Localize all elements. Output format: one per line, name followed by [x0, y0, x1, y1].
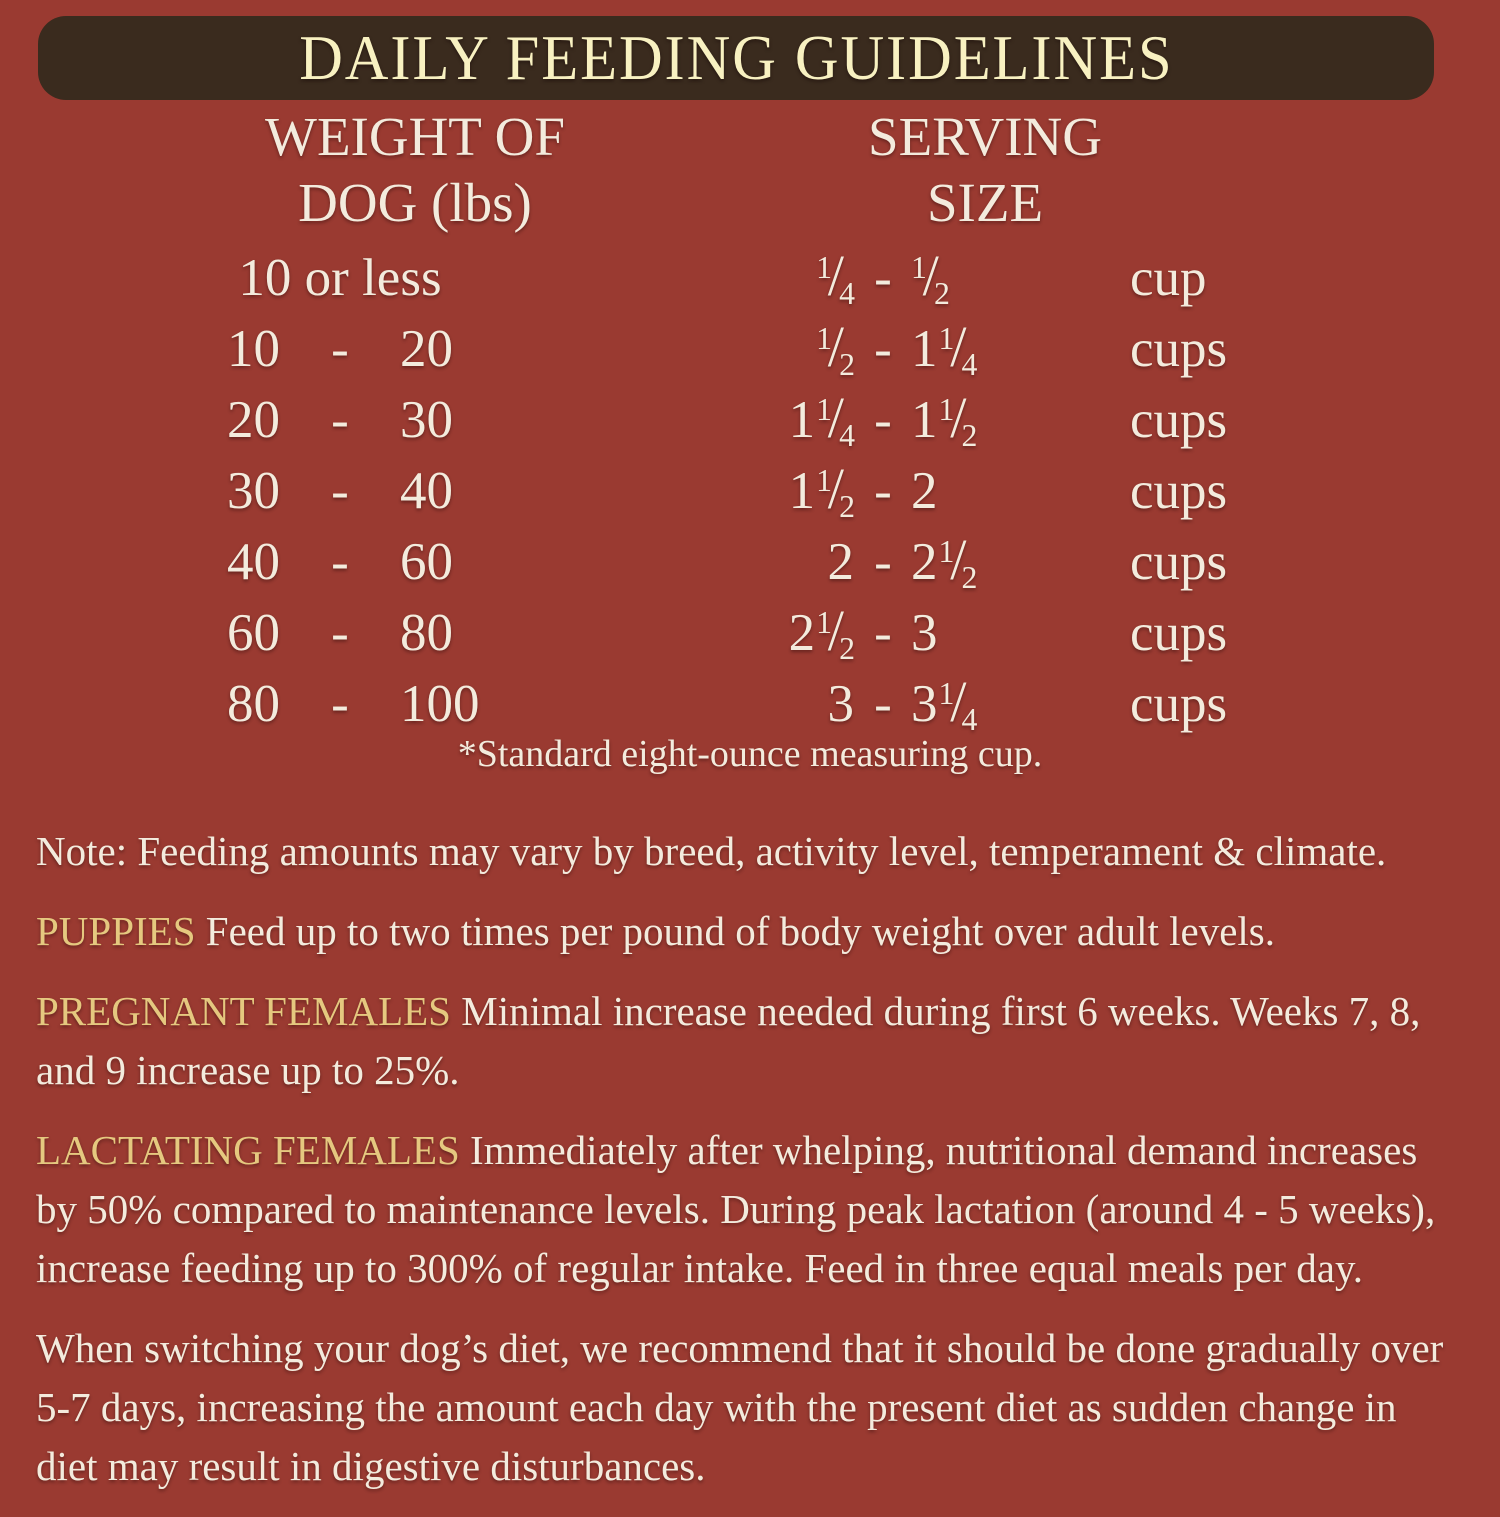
puppies-text: Feed up to two times per pound of body weight over adult levels. [205, 908, 1275, 954]
serving-cell [640, 595, 1500, 669]
table-row [0, 595, 1500, 666]
serving-cell [640, 524, 1500, 598]
serving-cell [640, 311, 1500, 385]
pregnant-females-label: PREGNANT FEMALES [36, 988, 451, 1034]
weight-cell: 10 - 20 [0, 314, 640, 385]
serving-cell [640, 240, 1500, 314]
serving-low: $1^1/_4$ [788, 385, 855, 453]
range-dash: - [874, 249, 892, 307]
range-dash: - [331, 533, 349, 591]
serving-high: 3 [911, 604, 938, 662]
lactating-females-note [36, 1121, 1460, 1298]
table-row [0, 311, 1500, 382]
range-dash: - [874, 533, 892, 591]
lactating-females-text: Immediately after whelping, nutritional demand increases by 50% compared to maintenance levels. During peak lactation (around 4 - 5 weeks), increase feeding up to 300% of regular intake. Feed in three equal meals per day. [36, 1127, 1436, 1291]
serving-high: $2^1/_2$ [911, 527, 978, 595]
serving-low: $2^1/_2$ [788, 598, 855, 666]
weight-column-header: WEIGHT OF DOG (lbs) [265, 106, 565, 233]
notes-section [36, 822, 1460, 1517]
weight-cell: 60 - 80 [0, 598, 640, 669]
range-dash: - [874, 462, 892, 520]
serving-low: $^1/_4$ [816, 243, 855, 311]
table-header-row [0, 104, 1500, 236]
serving-low: $1^1/_2$ [788, 456, 855, 524]
serving-unit: cups [1130, 462, 1228, 520]
table-row [0, 453, 1500, 524]
serving-low: 3 [827, 675, 854, 733]
serving-high: $^1/_2$ [911, 243, 950, 311]
serving-cell [640, 382, 1500, 456]
general-note: Note: Feeding amounts may vary by breed, activity level, temperament & climate. [36, 828, 1387, 874]
range-dash: - [331, 320, 349, 378]
weight-cell: 10 or less [238, 249, 442, 307]
puppies-note [36, 902, 1460, 961]
page-title: DAILY FEEDING GUIDELINES [298, 22, 1174, 93]
serving-unit: cups [1130, 391, 1228, 449]
pregnant-females-note [36, 982, 1460, 1100]
serving-cell [640, 666, 1500, 740]
serving-high: $3^1/_4$ [911, 669, 978, 737]
range-dash: - [874, 320, 892, 378]
diet-switching-note: When switching your dog’s diet, we recommend that it should be done gradually over 5-7 days, increasing the amount each day with the present diet as sudden change in diet may result in digestive disturbances. [36, 1325, 1444, 1489]
serving-low: 2 [827, 533, 854, 591]
serving-cell [640, 453, 1500, 527]
weight-cell: 30 - 40 [0, 456, 640, 527]
range-dash: - [874, 675, 892, 733]
pregnant-females-text: Minimal increase needed during first 6 weeks. Weeks 7, 8, and 9 increase up to 25%. [36, 988, 1421, 1093]
range-dash: - [331, 391, 349, 449]
serving-unit: cup [1130, 249, 1207, 307]
range-dash: - [874, 391, 892, 449]
feeding-table [0, 104, 1500, 737]
serving-unit: cups [1130, 675, 1228, 733]
table-row [0, 666, 1500, 737]
serving-column-header: SERVING SIZE [868, 106, 1102, 233]
weight-cell: 80 - 100 [0, 669, 640, 740]
weight-cell: 20 - 30 [0, 385, 640, 456]
table-row [0, 240, 1500, 311]
serving-unit: cups [1130, 533, 1228, 591]
table-row [0, 382, 1500, 453]
weight-cell: 40 - 60 [0, 527, 640, 598]
serving-unit: cups [1130, 320, 1228, 378]
serving-high: $1^1/_2$ [911, 385, 978, 453]
serving-high: 2 [911, 462, 938, 520]
range-dash: - [331, 675, 349, 733]
table-row [0, 524, 1500, 595]
puppies-label: PUPPIES [36, 908, 196, 954]
title-banner [38, 16, 1434, 100]
serving-unit: cups [1130, 604, 1228, 662]
range-dash: - [331, 604, 349, 662]
measuring-cup-footnote: *Standard eight-ounce measuring cup. [457, 733, 1043, 775]
range-dash: - [331, 462, 349, 520]
lactating-females-label: LACTATING FEMALES [36, 1127, 460, 1173]
range-dash: - [874, 604, 892, 662]
serving-low: $^1/_2$ [816, 314, 855, 382]
serving-high: $1^1/_4$ [911, 314, 978, 382]
